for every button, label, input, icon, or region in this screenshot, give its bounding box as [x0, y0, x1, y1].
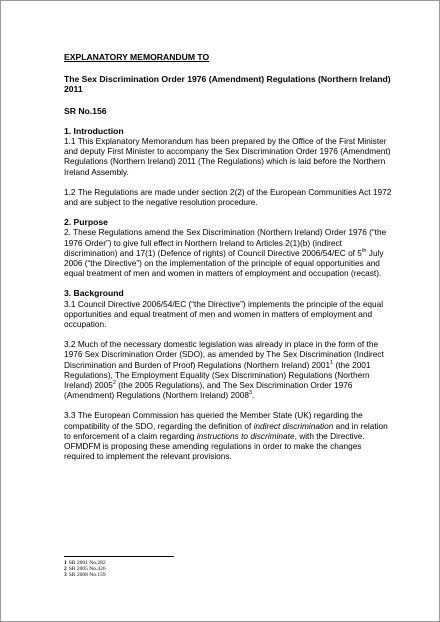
paragraph-1-1: 1.1 This Explanatory Memorandum has been prepared by the Office of the First Minister and deputy First Minister to accompany the Sex Discrimination Order 1976 (Amendment) Regulations (Northern Ireland) 2011 (The Regulations) which is laid before the Northern Ireland Assembly. — [64, 136, 391, 177]
paragraph-3-3-text-b: and in relation to enforcement of a claim regarding — [64, 420, 388, 441]
paragraph-3-3-text-a: 3.3 The European Commission has queried the Member State (UK) regarding the compatibility of the SDO, regarding the definition of — [64, 410, 363, 431]
section-heading-introduction: 1. Introduction — [64, 125, 124, 136]
paragraph-3-3-text-c: , with the Directive. OFMDFM is proposing these amending regulations in order to make the changes required to implement the relevant provisions. — [64, 430, 365, 462]
footnote-ref-1: 1 — [330, 359, 334, 366]
paragraph-3-2-text-d: . — [252, 390, 255, 401]
footnote-text: SR 2008 No.159 — [68, 572, 106, 579]
document-body — [64, 52, 394, 472]
footnote-number: 1 — [64, 560, 67, 566]
paragraph-3-2 — [64, 339, 394, 400]
paragraph-3-2-text-a: 3.2 Much of the necessary domestic legislation was already in place in the form of the 1976 Sex Discrimination Order (SDO), as amended by The Sex Discrimination (Indirect Discrimination and Burden of Proof) Regulations (Northern Ireland) 2001 — [64, 339, 384, 370]
paragraph-2-text-a: 2. These Regulations amend the Sex Discrimination (Northern Ireland) Order 1976 (“the 1976 Order”) to give full effect in Northern Ireland to Articles 2(1)(b) (indirect discrimination) and 17(1) (Defence of rights) of Council Directive 2006/54/EC of 5 — [64, 227, 387, 258]
footnote-text: SR 2005 No.426 — [68, 566, 106, 573]
section-purpose — [64, 217, 394, 278]
paragraph-3-3 — [64, 410, 394, 461]
footnote-text: SR 2001 No.282 — [68, 560, 106, 566]
paragraph-3-2-text-c: (the 2005 Regulations), and The Sex Discrimination Order 1976 (Amendment) Regulations (Northern Ireland) 2008 — [64, 380, 353, 401]
footnote-separator — [64, 556, 174, 557]
sr-number: SR No.156 — [64, 105, 107, 116]
footnote-item — [64, 572, 106, 578]
section-heading-background: 3. Background — [64, 288, 124, 299]
paragraph-3-1: 3.1 Council Directive 2006/54/EC (“the Directive”) implements the principle of the equal opportunities and equal treatment of men and women in matters of employment and occupation. — [64, 298, 384, 330]
section-introduction — [64, 126, 394, 207]
ordinal-superscript: th — [361, 248, 367, 255]
emphasis-indirect-discrimination: indirect discrimination — [253, 420, 334, 431]
paragraph-1-2: 1.2 The Regulations are made under section 2(2) of the European Communities Act 1972 and are subject to the negative resolution procedure. — [64, 186, 392, 208]
document-title: EXPLANATORY MEMORANDUM TO — [64, 52, 210, 62]
paragraph-3-2-text-b: (the 2001 Regulations), The Employment Equality (Sex Discrimination) Regulations (Northern Ireland) 2005 — [64, 359, 371, 391]
emphasis-instructions-to-discriminate: instructions to discriminate — [196, 430, 295, 441]
regulation-title: The Sex Discrimination Order 1976 (Amendment) Regulations (Northern Ireland) 2011 — [64, 74, 391, 95]
paragraph-2 — [64, 227, 394, 278]
section-background — [64, 288, 394, 461]
paragraph-2-text-b: July 2006 (“the Directive”) on the implementation of the principle of equal opportunities and equal treatment of men and women in matters of employment and occupation (recast). — [64, 247, 384, 279]
footnotes — [64, 560, 106, 579]
footnote-number: 3 — [64, 572, 67, 579]
section-heading-purpose: 2. Purpose — [64, 217, 108, 228]
footnote-ref-3: 3 — [248, 390, 252, 397]
footnote-number: 2 — [64, 566, 67, 573]
footnote-ref-2: 2 — [112, 380, 116, 387]
